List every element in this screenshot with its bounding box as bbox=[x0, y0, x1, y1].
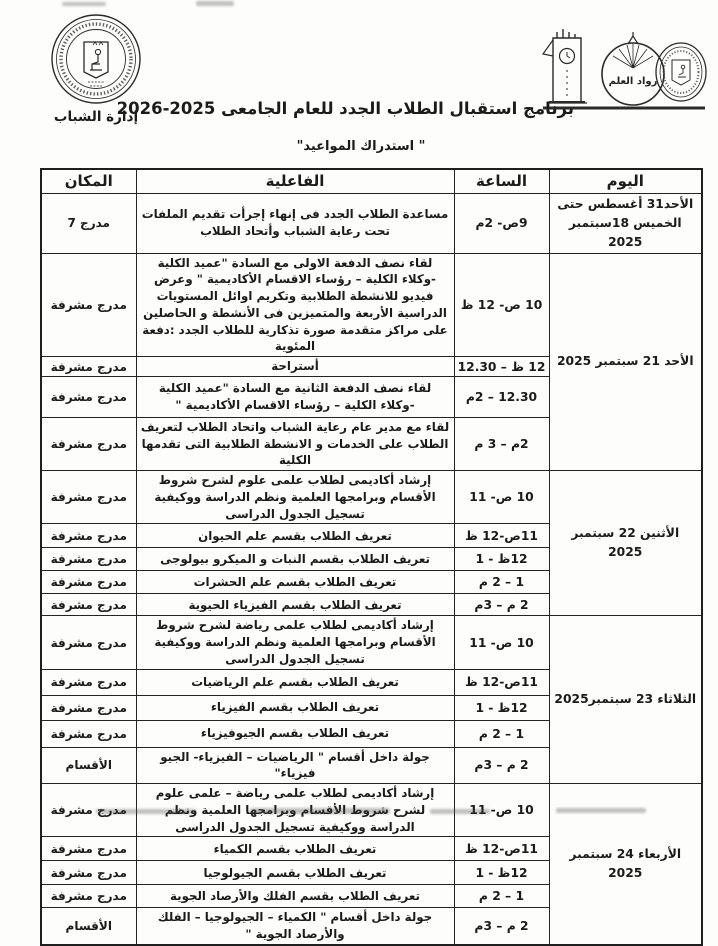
place-cell: مدرج مشرفة bbox=[41, 524, 136, 548]
place-cell: مدرج 7 bbox=[41, 193, 136, 253]
column-header-time: الساعة bbox=[454, 169, 549, 193]
place-cell: الأقسام bbox=[41, 747, 136, 784]
place-cell: مدرج مشرفة bbox=[41, 253, 136, 357]
place-cell: مدرج مشرفة bbox=[41, 357, 136, 377]
table-row bbox=[41, 616, 702, 669]
time-cell: 1 – 2 م bbox=[454, 720, 549, 747]
schedule-table-body bbox=[41, 193, 702, 945]
time-cell: 12ظ - 1 bbox=[454, 861, 549, 885]
place-cell: مدرج مشرفة bbox=[41, 417, 136, 470]
activity-cell: تعريف الطلاب بقسم علم الحيوان bbox=[136, 524, 454, 548]
activity-cell: جولة داخل أقسام " الرياضيات – الفيزياء- الجيو فيزياء" bbox=[136, 747, 454, 784]
time-cell: 2 م – 3م bbox=[454, 747, 549, 784]
table-row bbox=[41, 253, 702, 357]
time-cell: 12ظ - 1 bbox=[454, 548, 549, 571]
time-cell: 12 ظ – 12.30 bbox=[454, 357, 549, 377]
place-cell: الأقسام bbox=[41, 908, 136, 945]
activity-cell: أستراحة bbox=[136, 357, 454, 377]
university-seal-icon bbox=[46, 12, 146, 108]
time-cell: 2م – 3 م bbox=[454, 417, 549, 470]
activity-cell: إرشاد أكاديمى لطلاب علمى رياضة – علمى علوم لشرح شروط الأقسام وبرامجها العلمية ونظم الدراسة ووكيفية تسجيل الجدول الدراسى bbox=[136, 784, 454, 837]
place-cell: مدرج مشرفة bbox=[41, 594, 136, 616]
place-cell: مدرج مشرفة bbox=[41, 885, 136, 908]
activity-cell: لقاء نصف الدفعة الثانية مع السادة "عميد الكلية -وكلاء الكلية – رؤساء الاقسام الأكاديمية " bbox=[136, 376, 454, 417]
day-cell: الأحد31 أغسطس حتى الخميس 18سبتمبر 2025 bbox=[549, 193, 702, 253]
time-cell: 1 – 2 م bbox=[454, 571, 549, 594]
place-cell: مدرج مشرفة bbox=[41, 669, 136, 695]
activity-cell: تعريف الطلاب بقسم علم الرياضيات bbox=[136, 669, 454, 695]
day-cell: الأثنين 22 سبتمبر 2025 bbox=[549, 471, 702, 616]
time-cell: 10 ص- 11 bbox=[454, 784, 549, 837]
activity-cell: تعريف الطلاب بقسم الكمياء bbox=[136, 837, 454, 861]
activity-cell: إرشاد أكاديمى لطلاب علمى رياضة لشرح شروط الأقسام وبرامجها العلمية ونظم الدراسة ووكيفية تسجيل الجدول الدراسى bbox=[136, 616, 454, 669]
page-title: برنامج استقبال الطلاب الجدد للعام الجامعى 2025-2026 bbox=[116, 99, 574, 118]
time-cell: 11ص-12 ظ bbox=[454, 524, 549, 548]
activity-cell: تعريف الطلاب بقسم الفيزياء الحيوية bbox=[136, 594, 454, 616]
time-cell: 2 م – 3م bbox=[454, 594, 549, 616]
activity-cell: تعريف الطلاب بقسم النبات و الميكرو بيولوجى bbox=[136, 548, 454, 571]
scan-artifact bbox=[250, 808, 390, 814]
place-cell: مدرج مشرفة bbox=[41, 837, 136, 861]
time-cell: 10 ص- 12 ظ bbox=[454, 253, 549, 357]
activity-cell: إرشاد أكاديمى لطلاب علمى علوم لشرح شروط الأقسام وبرامجها العلمية ونظم الدراسة ووكيفية تسجيل الجدول الدراسى bbox=[136, 471, 454, 524]
table-row bbox=[41, 193, 702, 253]
scan-artifact bbox=[196, 1, 234, 6]
column-header-day: اليوم bbox=[549, 169, 702, 193]
activity-cell: تعريف الطلاب بقسم الفلك والأرصاد الجوية bbox=[136, 885, 454, 908]
time-cell: 10 ص- 11 bbox=[454, 616, 549, 669]
scan-artifact bbox=[430, 809, 490, 814]
place-cell: مدرج مشرفة bbox=[41, 861, 136, 885]
place-cell: مدرج مشرفة bbox=[41, 548, 136, 571]
page-subtitle: " استدراك المواعيد" bbox=[296, 139, 426, 154]
activity-cell: تعريف الطلاب بقسم الفيزياء bbox=[136, 695, 454, 720]
place-cell: مدرج مشرفة bbox=[41, 616, 136, 669]
schedule-table bbox=[40, 168, 703, 946]
time-cell: 1 – 2 م bbox=[454, 885, 549, 908]
time-cell: 11ص-12 ظ bbox=[454, 669, 549, 695]
time-cell: 12ظ - 1 bbox=[454, 695, 549, 720]
activity-cell: تعريف الطلاب بقسم الجيوفيزياء bbox=[136, 720, 454, 747]
time-cell: 2 م – 3م bbox=[454, 908, 549, 945]
place-cell: مدرج مشرفة bbox=[41, 720, 136, 747]
column-header-place: المكان bbox=[41, 169, 136, 193]
place-cell: مدرج مشرفة bbox=[41, 376, 136, 417]
activity-cell: تعريف الطلاب بقسم علم الحشرات bbox=[136, 571, 454, 594]
scan-artifact bbox=[62, 2, 106, 6]
centenary-text: رواد العلم bbox=[608, 76, 658, 87]
activity-cell: جولة داخل أقسام " الكمياء – الجيولوجيا – الفلك والأرصاد الجوية " bbox=[136, 908, 454, 945]
org-label: إدارة الشباب bbox=[53, 109, 139, 125]
scan-artifact bbox=[556, 808, 646, 813]
activity-cell: لقاء نصف الدفعة الاولى مع السادة "عميد الكلية -وكلاء الكلية – رؤساء الاقسام الأكاديمية " وعرض فيديو للانشطة الطلابية وتكريم اوائل المستويات الدراسية الأربعة والمتميزين فى الأنشطة و الحاصلين على مراكز متقدمة صورة تذكارية للطلاب الجدد :دفعة المئوية bbox=[136, 253, 454, 357]
day-cell: الثلاثاء 23 سبتمبر2025 bbox=[549, 616, 702, 784]
column-header-activity: الفاعلية bbox=[136, 169, 454, 193]
place-cell: مدرج مشرفة bbox=[41, 471, 136, 524]
place-cell: مدرج مشرفة bbox=[41, 695, 136, 720]
activity-cell: مساعدة الطلاب الجدد فى إنهاء إجرأت تقديم الملفات تحت رعاية الشباب وأتحاد الطلاب bbox=[136, 193, 454, 253]
table-header-row bbox=[41, 169, 702, 193]
time-cell: 10 ص- 11 bbox=[454, 471, 549, 524]
time-cell: 11ص-12 ظ bbox=[454, 837, 549, 861]
place-cell: مدرج مشرفة bbox=[41, 784, 136, 837]
table-row bbox=[41, 471, 702, 524]
day-cell: الأربعاء 24 سبتمبر 2025 bbox=[549, 784, 702, 945]
time-cell: 12.30 – 2م bbox=[454, 376, 549, 417]
time-cell: 9ص- 2م bbox=[454, 193, 549, 253]
activity-cell: تعريف الطلاب بقسم الجيولوجيا bbox=[136, 861, 454, 885]
activity-cell: لقاء مع مدير عام رعاية الشباب واتحاد الطلاب لتعريف الطلاب على الخدمات و الانشطة الطلابية التى تقدمها الكلية bbox=[136, 417, 454, 470]
place-cell: مدرج مشرفة bbox=[41, 571, 136, 594]
day-cell: الأحد 21 سبتمبر 2025 bbox=[549, 253, 702, 471]
scan-artifact bbox=[96, 809, 196, 814]
